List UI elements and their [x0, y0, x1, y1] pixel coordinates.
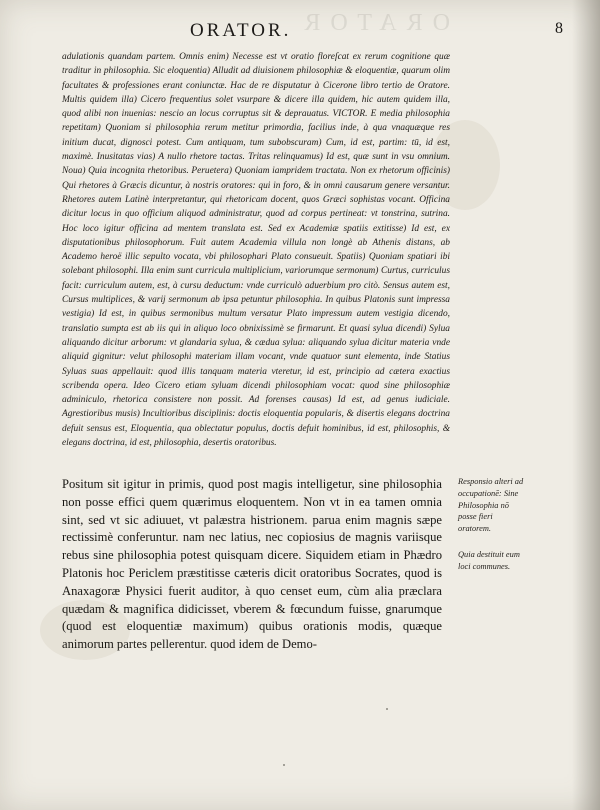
page-header	[0, 20, 600, 44]
page-number: 8	[555, 20, 563, 37]
ink-speck	[283, 764, 285, 766]
margin-note: Quia destituit eum loci communes.	[458, 549, 520, 571]
ink-speck	[386, 708, 388, 710]
main-text-block	[62, 476, 442, 654]
main-text-paragraph: Positum sit igitur in primis, quod post magis intelligetur, sine philosophia non posse effici quem quærimus eloquentem. Non vt in ea tamen omnia sint, sed vt sic adiuuet, vt palæstra histrionem. parua enim magnis sæpe rectissimè conferuntur. nam nec latius, nec copiosius de magnis variisque rebus sine philosophia potest quisquam dicere. Siquidem etiam in Phædro Platonis hoc Periclem præstitisse cæteris dicit oratoribus Socrates, quod is Anaxagoræ Physici fuerit auditor, à quo censet eum, cùm alia præclara quædam & magnifica didicisset, vberem & fœcundum fuisse, gnarumque (quod est eloquentiæ maximum) quibus orationis modis, quæque animorum partes pellerentur. quod idem de Demo-	[62, 477, 442, 652]
page-edge-shadow	[572, 0, 600, 810]
commentary-text: adulationis quandam partem. Omnis enim) Necesse est vt oratio floreſcat ex rerum cognitione quæ traditur in philosophia. Sic eloquentia) Alludit ad diuisionem philosophiæ & eloquentiæ, quarum olim facultates & professiones erant coniunctæ. Hac de re disputatur à Cicerone libro tertio de Oratore. Multis quidem illa) Cicero frequentius solet vsurpare & dicere illa quidem, hic autem quidem illa, quod alibi non inuenias: nescio an locus corruptus sit & deprauatus. VICTOR. E media philosophia repetitam) Quoniam si philosophia rerum metitur primordia, facilius inde, à qua vnaquæque res initium ducat, dignosci potest. Cum antiquam, tum subobscuram) Cum, id est, partim: tū, id est, maximè. Inusitatas vias) A nullo rhetore tactas. Tritas relinquamus) Id est, quæ sunt in vsu omnium. Noua) Quia incognita rhetoribus. Peruetera) Quoniam iampridem tractata. Non ex rhetorum officinis) Qui rhetores à Græcis dicuntur, à nostris oratores: qui in foro, & in omni causarum genere versantur. Rhetores autem Latinè interpretantur, qui rhetoricam docent, quos Græci sophistas vocant. Officina dicitur locus in quo officium aliquod administratur, quod ad corpus pertineat: vt tonstrina, sutrina. Hoc loco igitur officina ad mentem translata est. Sed ex Academiæ spatiis extitisse) Id est, ex disputationibus philosophorum. Fuit autem Academia villula non longè ab Athenis distans, ab Academo heroë illic sepulto vocata, vbi philosophari Plato consueuit. Spatiis) Quoniam spatiari ibi solebant philosophi. Illa enim sunt curricula multiplicium, variorumque sermonum) Curtus, curriculus facit: curriculum autem, est, à cursu deductum: vnde curriculò aduerbium pro citò. Sensus autem est, Cursus multiplices, & varij sermonum ab ipsa petuntur philosophia. In quibus Platonis sunt impressa vestigia) Id est, in quibus sermonibus multum versatur Plato impressum autem vestigia dicendo, translatio sumpta est ab iis qui in aliquo loco obnixissimè se firmarunt. Et quasi sylua dicendi) Sylua aliquando dicitur arborum: vt glandaria sylua, & cædua sylua: aliquando sylua dicitur materia vnde aliquid gignitur: velut philosophi materiam illam vocant, vnde quatuor sunt elementa, inde Statius Syluas suas appellauit: quod illis tanquam materia vteretur, id est, principio ad cætera exactius scribenda opera. Ideo Cicero etiam syluam dicendi philosophiam vocat: quod sine philosophiæ adminiculo, rhetorica consistere non possit. Ad forenses causas) Id est, ad genus iudiciale. Agrestioribus musis) Incultioribus disciplinis: doctis eloquentia popularis, & disertis elegans doctrina defuit sensus est, Eloquentia, qua oblectatur populus, doctis defuit hominibus, id est, philosophis, & elegans doctrina, id est, philosophia, desertis oratoribus.	[62, 52, 450, 449]
margin-note: Responsio alteri ad occupationē: Sine Philosophia nō posse fieri oratorem.	[458, 477, 524, 534]
commentary-block	[62, 50, 450, 450]
margin-notes	[458, 476, 526, 587]
running-head: ORATOR.	[190, 20, 292, 41]
show-through-text: ORATOR	[294, 10, 450, 36]
